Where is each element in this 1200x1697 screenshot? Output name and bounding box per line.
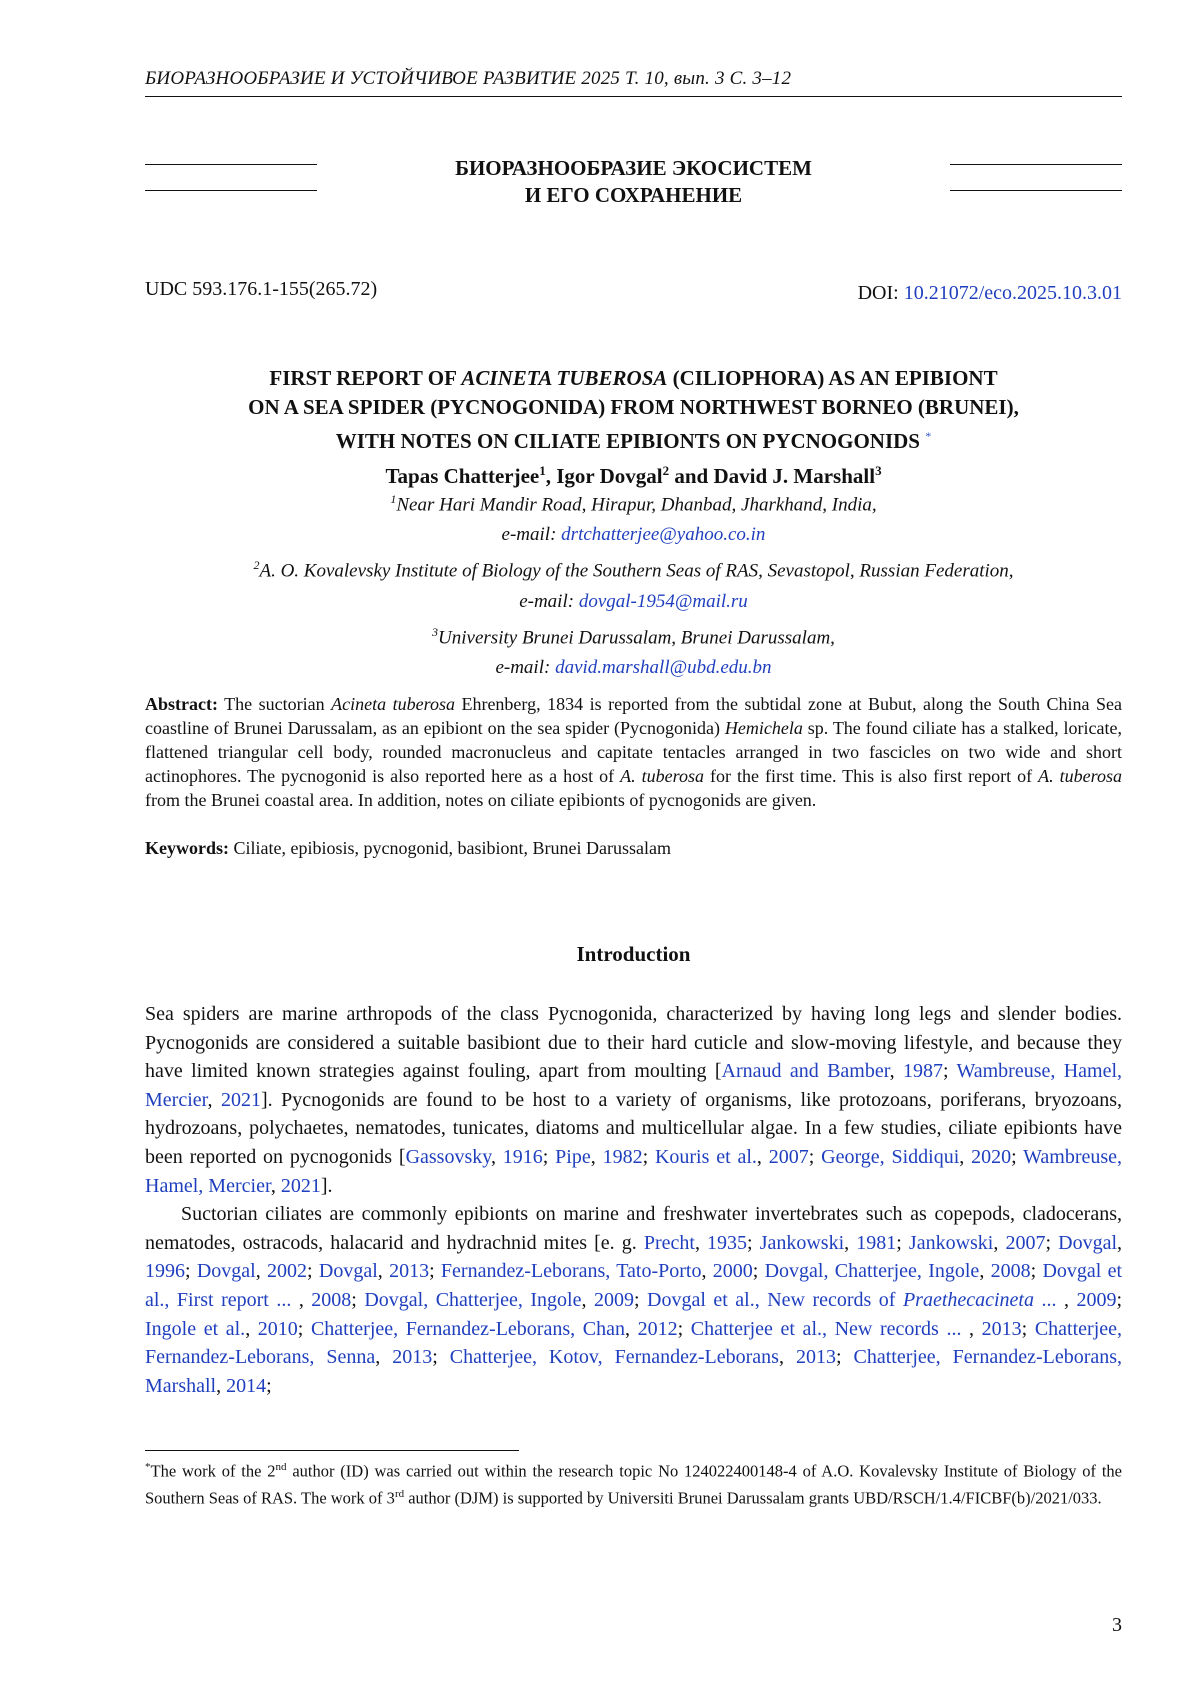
keywords-label: Keywords: (145, 838, 229, 858)
citation-link[interactable]: Arnaud and Bamber (721, 1060, 890, 1083)
body-text-run: ; (752, 1260, 765, 1283)
author-affiliation-mark: 2 (662, 463, 670, 478)
citation-link[interactable]: 1982 (602, 1145, 643, 1168)
affiliation-email-line (145, 653, 1122, 683)
body-text-run: , (844, 1231, 857, 1254)
body-text-run: , (590, 1145, 603, 1168)
journal-page (145, 0, 1122, 1697)
body-text-run: ; (1045, 1231, 1059, 1254)
body-text-run: , (969, 1317, 982, 1340)
affiliation-email-line (145, 587, 1122, 617)
citation-link[interactable]: Precht (643, 1231, 695, 1254)
abstract-text: sp. The found ciliate has a stalked, loricate, flattened triangular cell body, rounded macronucleus and capitate tentacles arranged in two fascicles on two wide and short actinophores. The pycnogonid is also reported here as a host of (145, 718, 1122, 786)
citation-link[interactable]: Chatterjee, Kotov, Fernandez-Leborans (449, 1346, 779, 1369)
footnote-text: author (ID) was carried out within the research topic No 124022400148-4 of A.O. Kovalevsky Institute of Biology of the Southern Seas of RAS. The work of 3 (145, 1461, 1122, 1507)
citation-link[interactable]: Dovgal (1058, 1231, 1118, 1254)
citation-link[interactable]: Jankowski (759, 1231, 845, 1254)
citation-link[interactable]: 1981 (856, 1231, 897, 1254)
abstract (145, 692, 1122, 812)
author-affiliation-mark: 3 (875, 463, 882, 478)
citation-link[interactable]: Dovgal et al., New records of (647, 1288, 903, 1311)
citation-link[interactable]: Wambreuse, Hamel, Mercier (145, 1145, 1123, 1197)
body-text-run: ; (432, 1346, 450, 1369)
title-line3 (145, 422, 1122, 456)
body-text-run: , (245, 1317, 258, 1340)
article-title (145, 364, 1122, 491)
body-text-run: , (216, 1374, 227, 1397)
body-text-run: , (756, 1145, 769, 1168)
citation-link[interactable]: Wambreuse, Hamel, Mercier (145, 1060, 1123, 1111)
introduction-body (145, 1000, 1122, 1400)
citation-link[interactable]: 2009 (593, 1288, 634, 1311)
citation-link[interactable]: 2021 (221, 1088, 262, 1111)
affiliation-line (145, 484, 1122, 520)
body-text-run: ; (307, 1260, 319, 1283)
paragraph-2 (145, 1200, 1122, 1400)
citation-link[interactable]: 2002 (267, 1260, 308, 1283)
citation-link[interactable]: Chatterjee et al., New records ... (690, 1317, 970, 1340)
body-text-run: , (581, 1288, 594, 1311)
footnote (145, 1456, 1122, 1509)
body-text-run: ; (835, 1346, 854, 1369)
body-text-run: ; (1116, 1288, 1123, 1311)
body-text-run: , (490, 1145, 503, 1168)
body-text-run: ]. Pycnogonids are found to be host to a variety of organisms, like protozoans, poriferans, bryozoans, hydrozoans, polychaetes, nematodes, tunicates, diatoms and multicellular algae. In a few studies, ciliate epibionts have been reported on pycnogonids [ (145, 1088, 1123, 1168)
affiliation-email-line (145, 520, 1122, 550)
title-line2: ON A SEA SPIDER (PYCNOGONIDA) FROM NORTHWEST BORNEO (BRUNEI), (248, 395, 1019, 419)
affiliation-text: A. O. Kovalevsky Institute of Biology of the Southern Seas of RAS, Sevastopol, Russian Federation, (259, 560, 1014, 582)
page-number: 3 (1112, 1614, 1122, 1636)
doi (858, 282, 1122, 305)
title-footnote-mark[interactable]: * (925, 429, 932, 443)
body-text-run: ; (808, 1145, 822, 1168)
author-separator: , (545, 464, 557, 488)
body-text-run: , (298, 1288, 312, 1311)
citation-link[interactable]: Chatterjee, Fernandez-Leborans, Senna (145, 1317, 1123, 1369)
author-name: Igor Dovgal (556, 464, 663, 488)
body-text-run: , (979, 1260, 991, 1283)
citation-link[interactable]: 2009 (1076, 1288, 1117, 1311)
body-text-run: ; (542, 1145, 556, 1168)
footnote-text: The work of the 2 (150, 1461, 276, 1481)
title-line1 (145, 364, 1122, 393)
citation-link[interactable]: Chatterjee, Fernandez-Leborans, Marshall (145, 1346, 1123, 1397)
email-link[interactable]: david.marshall@ubd.edu.bn (555, 656, 772, 678)
body-text-run: , (255, 1260, 268, 1283)
email-link[interactable]: drtchatterjee@yahoo.co.in (561, 524, 766, 546)
body-text-run: ; (677, 1317, 691, 1340)
body-text-run: ; (266, 1374, 272, 1397)
body-text-run: , (375, 1346, 393, 1369)
citation-link[interactable]: Dovgal, Chatterjee, Ingole (764, 1260, 980, 1283)
abstract-species: Hemichela (724, 718, 803, 738)
body-text-run: ; (1021, 1317, 1035, 1340)
title-text-3: WITH NOTES ON CILIATE EPIBIONTS ON PYCNOGONIDS (335, 429, 920, 453)
affiliation-text: Near Hari Mandir Road, Hirapur, Dhanbad, Jharkhand, India, (396, 494, 877, 516)
citation-link[interactable]: Dovgal (318, 1260, 378, 1283)
citation-link[interactable]: Dovgal (196, 1260, 256, 1283)
affiliation-mark: 2 (253, 558, 260, 573)
keywords (145, 836, 1122, 860)
citation-link[interactable]: Gassovsky (405, 1145, 491, 1168)
title-species: ACINETA TUBEROSA (461, 366, 668, 390)
section-title (145, 155, 1122, 209)
citation-link[interactable]: 2008 (990, 1260, 1031, 1283)
body-text-run: ; (642, 1145, 655, 1168)
citation-link[interactable]: 2014 (226, 1374, 267, 1397)
email-label: e-mail: (495, 656, 556, 678)
doi-label: DOI: (857, 282, 904, 304)
abstract-label: Abstract: (145, 694, 218, 714)
citation-link[interactable]: Chatterjee, Fernandez-Leborans, Chan (310, 1317, 625, 1340)
footnote-rule (145, 1450, 519, 1451)
doi-link[interactable]: 10.21072/eco.2025.10.3.01 (903, 282, 1122, 304)
abstract-species: Acineta tuberosa (331, 694, 455, 714)
citation-link[interactable]: 2007 (1005, 1231, 1046, 1254)
citation-link[interactable]: 1935 (707, 1231, 748, 1254)
abstract-text: from the Brunei coastal area. In addition, notes on ciliate epibionts of pycnogonids are given. (145, 790, 817, 810)
body-text-run: , (270, 1174, 281, 1197)
body-text-run: ; (1030, 1260, 1043, 1283)
citation-link[interactable]: George, Siddiqui (821, 1145, 960, 1168)
body-text-run: , (1117, 1231, 1123, 1254)
citation-link[interactable]: 1916 (502, 1145, 543, 1168)
citation-italic: Praethecacineta (902, 1288, 1034, 1311)
citation-link[interactable]: 1987 (902, 1060, 943, 1083)
body-text-run: Suctorian ciliates are commonly epibionts on marine and freshwater invertebrates such as copepods, cladocerans, nematodes, ostracods, halacarid and hydrachnid mites [e. g. (145, 1203, 1122, 1254)
email-label: e-mail: (501, 524, 562, 546)
email-label: e-mail: (519, 590, 579, 612)
abstract-species: A. tuberosa (620, 766, 704, 786)
affiliation-line (145, 550, 1122, 586)
citation-link[interactable]: 2013 (392, 1346, 433, 1369)
body-text-run: , (694, 1231, 708, 1254)
body-text-run: , (993, 1231, 1006, 1254)
body-text-run: Sea spiders are marine arthropods of the class Pycnogonida, characterized by having long legs and slender bodies. Pycnogonids are considered a suitable basibiont due to their hard cuticle and slow-moving lifestyle, and because they have limited known strategies against fouling, apart from moulting [ (145, 1003, 1122, 1083)
footnote-sup: nd (275, 1461, 287, 1473)
body-text-run: , (959, 1145, 972, 1168)
body-text-run: ; (896, 1231, 909, 1254)
author-name: David J. Marshall (713, 464, 876, 488)
author-separator: and (669, 464, 714, 488)
author-affiliation-mark: 1 (539, 463, 546, 478)
abstract-text: for the first time. This is also first report of (703, 766, 1039, 786)
title-text-2: (CILIOPHORA) AS AN EPIBIONT (667, 366, 998, 390)
running-head-rule (145, 96, 1122, 97)
citation-link[interactable]: 1996 (145, 1260, 185, 1283)
abstract-species: A. tuberosa (1038, 766, 1123, 786)
running-head: БИОРАЗНООБРАЗИЕ И УСТОЙЧИВОЕ РАЗВИТИЕ 2025 Т. 10, вып. 3 С. 3–12 (145, 68, 792, 89)
abstract-text: The suctorian (217, 694, 332, 714)
body-text-run: , (377, 1260, 390, 1283)
citation-link[interactable]: Dovgal et al., First report ... (145, 1260, 1123, 1311)
affiliation-text: University Brunei Darussalam, Brunei Darussalam, (438, 626, 835, 648)
footnote-sup: rd (394, 1487, 405, 1500)
udc-code: UDC 593.176.1-155(265.72) (145, 278, 378, 300)
body-text-run: ; (185, 1260, 197, 1283)
body-text-run: ]. (320, 1174, 333, 1197)
citation-link[interactable]: 2012 (637, 1317, 678, 1340)
affiliations (145, 484, 1122, 683)
footnote-mark: * (145, 1461, 151, 1473)
section-banner (145, 156, 1122, 220)
body-text-run: ; (1011, 1145, 1024, 1168)
body-text-run: , (889, 1060, 903, 1083)
body-text-run: , (778, 1346, 796, 1369)
body-text-run: , (207, 1088, 222, 1111)
body-text-run: ; (942, 1060, 957, 1083)
affiliation-mark: 1 (390, 492, 397, 506)
paragraph-1 (145, 1000, 1122, 1200)
email-link[interactable]: dovgal-1954@mail.ru (578, 590, 748, 612)
citation-link[interactable]: 2013 (795, 1346, 836, 1369)
citation-link[interactable]: 2013 (981, 1317, 1022, 1340)
author-name: Tapas Chatterjee (385, 464, 540, 488)
citation-link[interactable]: ... (1034, 1288, 1064, 1311)
body-text-run: , (1063, 1288, 1077, 1311)
section-title-line2: И ЕГО СОХРАНЕНИЕ (524, 183, 743, 207)
citation-link[interactable]: Kouris et al. (654, 1145, 757, 1168)
citation-link[interactable] (903, 1289, 1034, 1311)
citation-link[interactable]: 2008 (311, 1288, 352, 1311)
introduction-heading: Introduction (576, 942, 691, 966)
citation-link[interactable]: Ingole et al. (145, 1317, 246, 1340)
footnote-text: author (DJM) is supported by Universiti Brunei Darussalam grants UBD/RSCH/1.4/FICBF(b)/2021/033. (404, 1488, 1102, 1507)
affiliation-line (145, 617, 1122, 653)
body-text-run: ; (747, 1231, 760, 1254)
title-text-1: FIRST REPORT OF (269, 366, 462, 390)
body-text-run: ; (633, 1288, 647, 1311)
citation-link[interactable]: 2013 (389, 1260, 430, 1283)
citation-link[interactable]: 2021 (280, 1174, 321, 1197)
citation-link[interactable]: Pipe (555, 1145, 591, 1168)
body-text-run: ; (351, 1288, 365, 1311)
affiliation-mark: 3 (432, 624, 439, 639)
abstract-text: Ehrenberg, 1834 is reported from the subtidal zone at Bubut, along the South China Sea coastline of Brunei Darussalam, as an epibiont on the sea spider (Pycnogonida) (145, 694, 1123, 738)
body-text-run: , (701, 1260, 713, 1283)
body-text-run: ; (429, 1260, 441, 1283)
body-text-run: , (624, 1317, 638, 1340)
body-text-run: ; (297, 1317, 311, 1340)
citation-link[interactable]: Dovgal, Chatterjee, Ingole (364, 1288, 582, 1311)
citation-link[interactable]: Jankowski (908, 1231, 994, 1254)
citation-link[interactable]: Fernandez-Leborans, Tato-Porto (440, 1260, 702, 1283)
keywords-text: Ciliate, epibiosis, pycnogonid, basibiont, Brunei Darussalam (229, 838, 671, 858)
citation-link[interactable]: 2020 (971, 1145, 1012, 1168)
citation-link[interactable]: 2010 (257, 1317, 298, 1340)
section-title-line1: БИОРАЗНООБРАЗИЕ ЭКОСИСТЕМ (455, 156, 812, 180)
citation-link[interactable]: 2007 (768, 1145, 809, 1168)
citation-link[interactable]: 2000 (712, 1260, 753, 1283)
